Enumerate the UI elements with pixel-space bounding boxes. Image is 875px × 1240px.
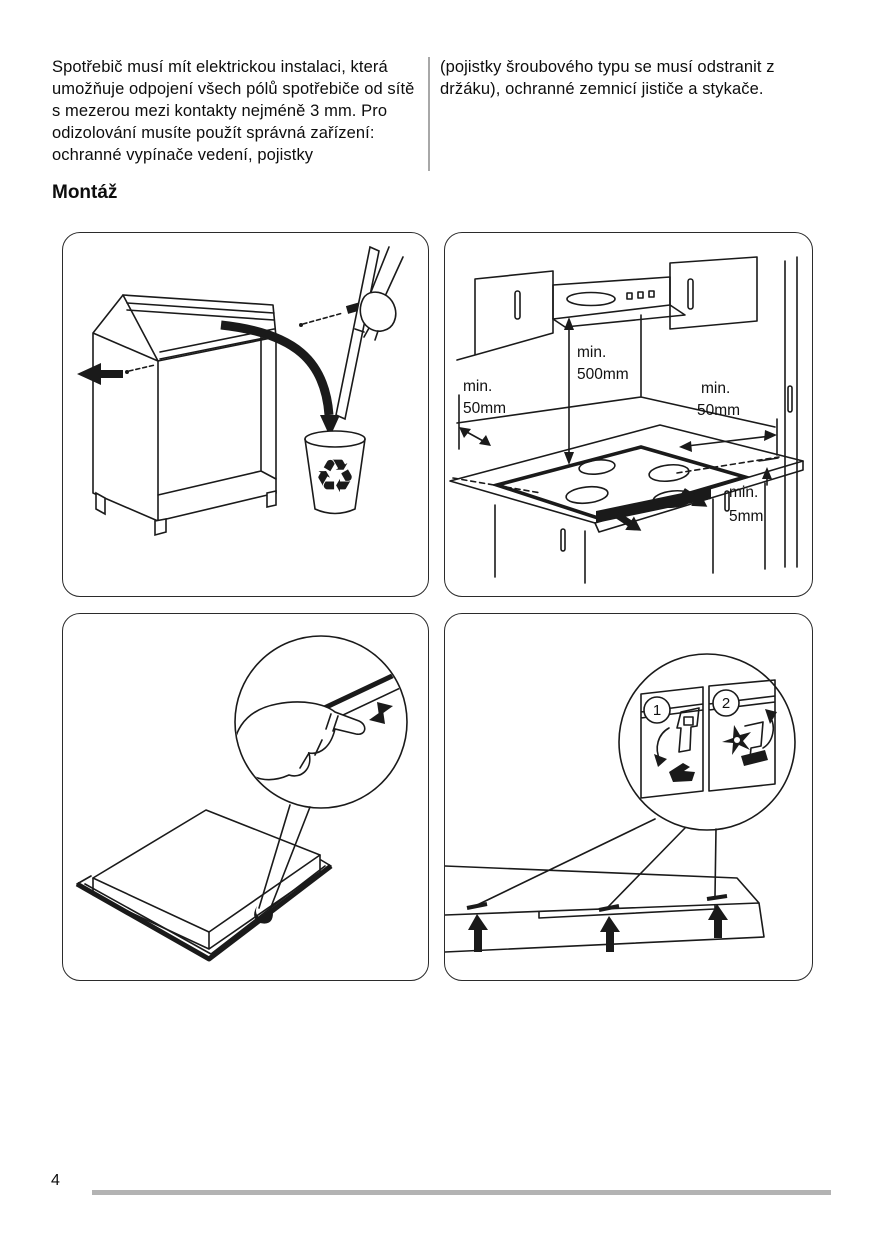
up-arrow-icon (468, 914, 488, 952)
diagram-clips (444, 613, 813, 981)
up-arrow-icon (600, 916, 620, 952)
upper-cabinets-and-hood (457, 257, 757, 360)
hob-panel-with-seal (77, 810, 331, 959)
min50-right-label-line2: 50mm (697, 402, 741, 419)
discard-rails-drawing (63, 233, 428, 596)
dimension-min50-right (677, 380, 779, 473)
arrow-left-icon (77, 363, 155, 385)
rotate-arrow-icon (657, 728, 669, 760)
seal-drawing (63, 614, 428, 980)
dimension-min5 (729, 458, 778, 525)
diagram-seal (62, 613, 429, 981)
clip-marks (467, 896, 727, 910)
min50-left-label-line2: 50mm (463, 400, 507, 417)
section-heading: Montáž (52, 182, 118, 203)
hob-panel (445, 866, 764, 952)
intro-paragraph-right: (pojistky šroubového typu se musí odstranit z držáku), ochranné zemnicí jističe a stykače. (440, 58, 775, 98)
min50-right-label-line1: min. (701, 380, 731, 397)
step-panel-1 (641, 687, 703, 798)
clip-base (741, 750, 768, 766)
min5-label-line2: 5mm (729, 508, 764, 525)
step-1-number: 1 (652, 702, 662, 719)
clip-foot (669, 763, 695, 782)
column-divider (428, 57, 430, 171)
diagram-clearances (444, 232, 813, 597)
clips-drawing (445, 614, 812, 980)
diagram-discard-rails (62, 232, 429, 597)
clearances-drawing (445, 233, 812, 596)
recycle-icon: ♻ (314, 450, 356, 502)
curved-arrow-to-bin-icon (221, 325, 340, 437)
press-arrow-icon (377, 702, 393, 716)
min500-label-line1: min. (577, 344, 607, 361)
callout-lines (475, 819, 716, 908)
intro-paragraph-left: Spotřebič musí mít elektrickou instalaci, která umožňuje odpojení všech pólů spotřebiče od sítě s mezerou mezi kontakty nejméně 3 mm. Pro odizolování musíte použít správná zařízení: ochranné vypínače vedení, pojistky (52, 58, 415, 164)
min50-left-label-line1: min. (463, 378, 493, 395)
step-2-number: 2 (721, 695, 731, 712)
step-panel-2 (709, 680, 777, 791)
min500-label-line2: 500mm (577, 366, 629, 383)
recycle-bin (305, 431, 365, 514)
footer-rule (92, 1190, 831, 1195)
hand-dropping-rail (336, 247, 403, 419)
min5-label-line1: min. (729, 484, 759, 501)
page-number: 4 (51, 1172, 60, 1189)
